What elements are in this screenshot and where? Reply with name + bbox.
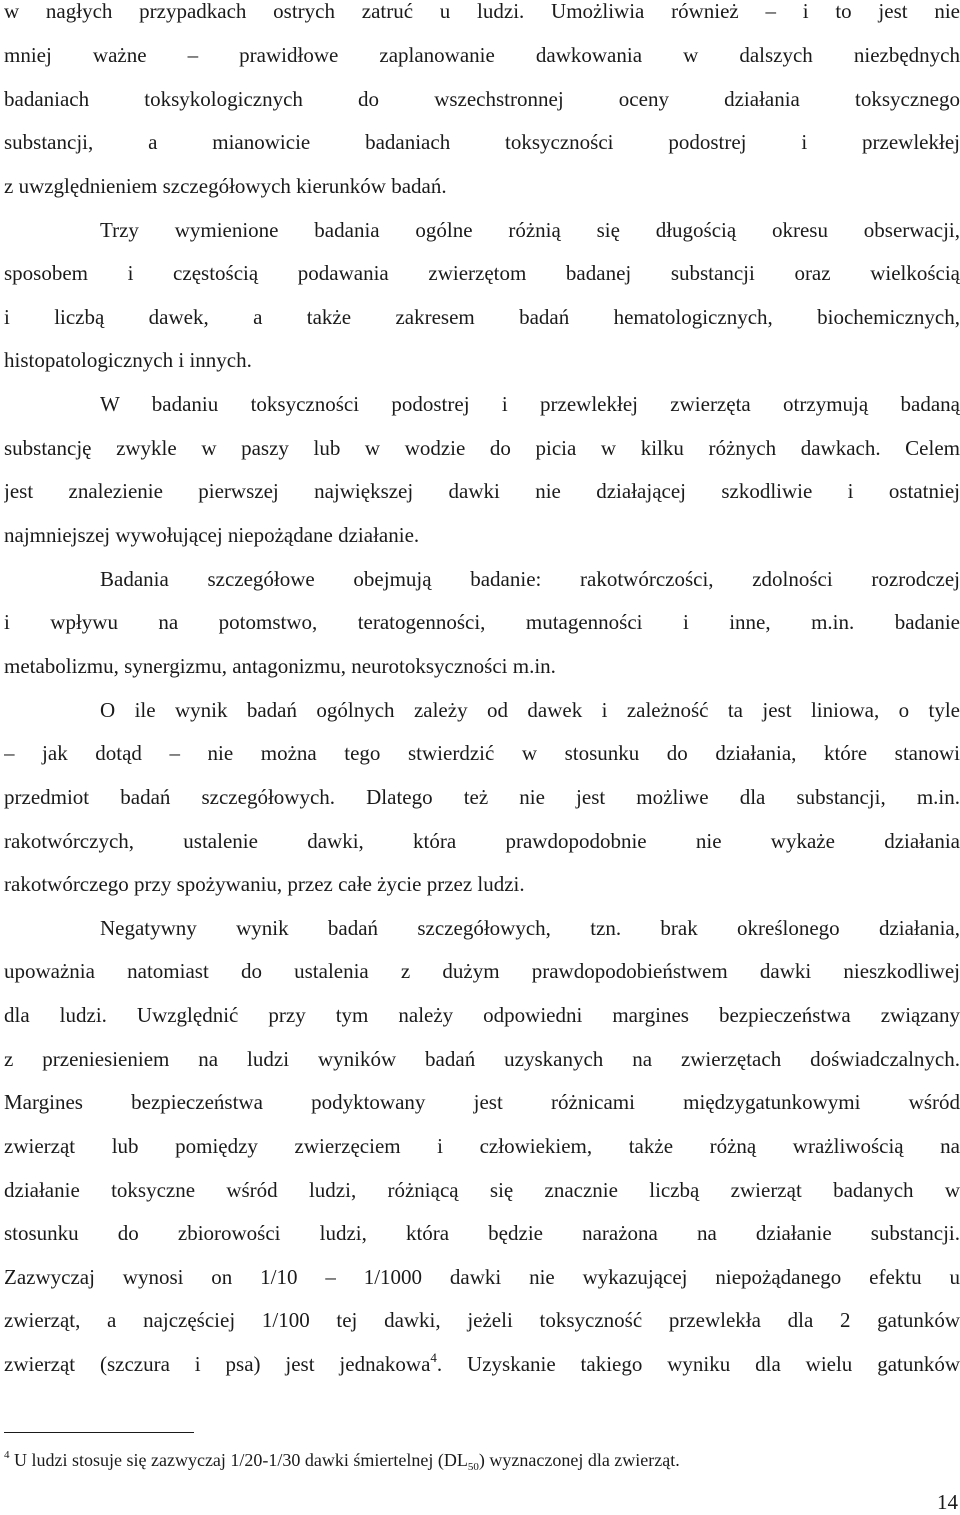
text-line: i liczbą dawek, a także zakresem badań hematologicznych, biochemicznych, xyxy=(4,305,960,329)
footnote-reference[interactable]: 4 xyxy=(430,1350,437,1365)
text-line: z przeniesieniem na ludzi wyników badań uzyskanych na zwierzętach doświadczalnych. xyxy=(4,1047,960,1071)
footnote-subscript: 50 xyxy=(467,1461,479,1473)
footnote-separator xyxy=(4,1432,194,1433)
text-line: najmniejszej wywołującej niepożądane działanie. xyxy=(4,523,420,547)
footnote-text: U ludzi stosuje się zazwyczaj 1/20-1/30 dawki śmiertelnej (DL xyxy=(9,1450,468,1470)
text-line: i wpływu na potomstwo, teratogenności, mutagenności i inne, m.in. badanie xyxy=(4,610,960,634)
paragraph-first-line: Negatywny wynik badań szczegółowych, tzn. brak określonego działania, xyxy=(100,916,960,940)
text-line: w nagłych przypadkach ostrych zatruć u ludzi. Umożliwia również – i to jest nie xyxy=(4,0,960,23)
footnote xyxy=(4,1448,680,1472)
text-line-with-footnote-ref xyxy=(4,1350,960,1378)
text-line: upoważnia natomiast do ustalenia z dużym prawdopodobieństwem dawki nieszkodliwej xyxy=(4,959,960,983)
text-line: zwierząt lub pomiędzy zwierzęciem i człowiekiem, także różną wrażliwością na xyxy=(4,1134,960,1158)
page-number: 14 xyxy=(937,1490,958,1514)
text-line: – jak dotąd – nie można tego stwierdzić w stosunku do działania, które stanowi xyxy=(4,741,960,765)
text-line: mniej ważne – prawidłowe zaplanowanie dawkowania w dalszych niezbędnych xyxy=(4,43,960,67)
text-line: dla ludzi. Uwzględnić przy tym należy odpowiedni margines bezpieczeństwa związany xyxy=(4,1003,960,1027)
text-segment: zwierząt (szczura i psa) jest jednakowa xyxy=(4,1352,431,1376)
text-line: jest znalezienie pierwszej największej dawki nie działającej szkodliwie i ostatniej xyxy=(4,479,960,503)
text-segment: . Uzyskanie takiego wyniku dla wielu gatunków xyxy=(436,1352,960,1376)
text-line: histopatologicznych i innych. xyxy=(4,348,252,372)
paragraph-first-line: Trzy wymienione badania ogólne różnią się długością okresu obserwacji, xyxy=(100,218,960,242)
paragraph-first-line: Badania szczegółowe obejmują badanie: rakotwórczości, zdolności rozrodczej xyxy=(100,567,960,591)
text-line: z uwzględnieniem szczegółowych kierunków badań. xyxy=(4,174,447,198)
paragraph-first-line: W badaniu toksyczności podostrej i przewlekłej zwierzęta otrzymują badaną xyxy=(100,392,960,416)
text-line: badaniach toksykologicznych do wszechstronnej oceny działania toksycznego xyxy=(4,87,960,111)
text-line: metabolizmu, synergizmu, antagonizmu, neurotoksyczności m.in. xyxy=(4,654,556,678)
paragraph-first-line: O ile wynik badań ogólnych zależy od dawek i zależność ta jest liniowa, o tyle xyxy=(100,698,960,722)
footnote-marker: 4 xyxy=(4,1449,10,1461)
text-line: substancji, a mianowicie badaniach toksyczności podostrej i przewlekłej xyxy=(4,130,960,154)
text-line: działanie toksyczne wśród ludzi, różniącą się znacznie liczbą zwierząt badanych w xyxy=(4,1178,960,1202)
text-line: rakotwórczego przy spożywaniu, przez całe życie przez ludzi. xyxy=(4,872,525,896)
text-line: przedmiot badań szczegółowych. Dlatego też nie jest możliwe dla substancji, m.in. xyxy=(4,785,960,809)
text-line: zwierząt, a najczęściej 1/100 tej dawki, jeżeli toksyczność przewlekła dla 2 gatunków xyxy=(4,1308,960,1332)
text-line: sposobem i częstością podawania zwierzętom badanej substancji oraz wielkością xyxy=(4,261,960,285)
text-line: Margines bezpieczeństwa podyktowany jest różnicami międzygatunkowymi wśród xyxy=(4,1090,960,1114)
text-line: substancję zwykle w paszy lub w wodzie do picia w kilku różnych dawkach. Celem xyxy=(4,436,960,460)
footnote-text: ) wyznaczonej dla zwierząt. xyxy=(478,1450,680,1470)
text-line: Zazwyczaj wynosi on 1/10 – 1/1000 dawki nie wykazującej niepożądanego efektu u xyxy=(4,1265,960,1289)
text-line: stosunku do zbiorowości ludzi, która będzie narażona na działanie substancji. xyxy=(4,1221,960,1245)
text-line: rakotwórczych, ustalenie dawki, która prawdopodobnie nie wykaże działania xyxy=(4,829,960,853)
